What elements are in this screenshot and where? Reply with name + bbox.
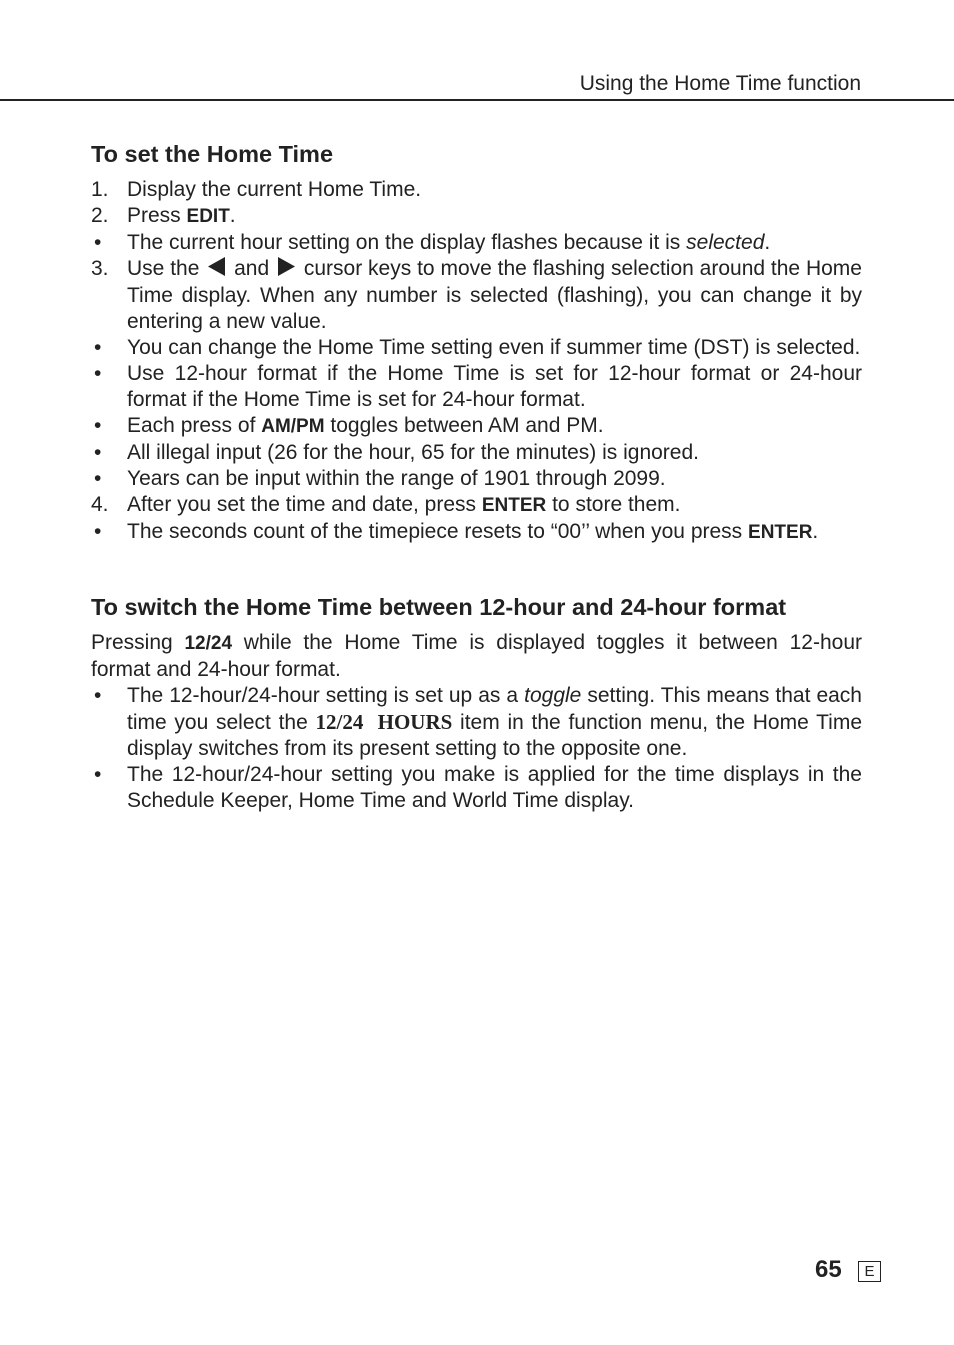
step-4 [91, 492, 862, 519]
bullet-item [91, 519, 862, 546]
bullet-marker: • [94, 231, 102, 254]
page-content [91, 139, 862, 814]
paragraph-text: while the Home Time is displayed toggles it between 12-hour format and 24-hour format. [91, 631, 862, 681]
step-text: Display the current Home Time. [127, 178, 422, 201]
bullet-marker: • [94, 414, 102, 437]
step-number: 3. [91, 257, 109, 280]
step-text: After you set the time and date, press [127, 493, 482, 516]
bullet-text: item in the function menu, the Home Time display switches from its present setting to the opposite one. [127, 711, 863, 760]
step-text: to store them. [546, 493, 681, 516]
emphasis-text: toggle [524, 684, 582, 707]
menu-item-name: 12/24 HOURS [315, 710, 453, 734]
bullet-marker: • [94, 441, 102, 464]
section-heading-set-home-time: To set the Home Time [91, 141, 334, 167]
step-1 [91, 177, 862, 203]
emphasis-text: selected [686, 231, 765, 254]
header-divider [0, 99, 954, 101]
bullet-item [91, 413, 862, 440]
bullet-item [91, 361, 862, 413]
language-badge: E [858, 1261, 881, 1282]
section-heading-12-24-format: To switch the Home Time between 12-hour and 24-hour format [91, 594, 787, 620]
step-2 [91, 203, 862, 230]
bullet-item [91, 762, 862, 814]
bullet-item [91, 230, 862, 256]
step-number: 4. [91, 493, 109, 516]
bullet-text: Years can be input within the range of 1901 through 2099. [127, 467, 666, 490]
right-triangle-icon [278, 257, 295, 283]
bullet-text: The current hour setting on the display flashes because it is [127, 231, 687, 254]
key-name: AM/PM [261, 416, 325, 437]
bullet-item [91, 683, 862, 762]
step-text: cursor keys to move the flashing selection around the Home Time display. When any number is selected (flashing), you can change it by entering a new value. [127, 257, 862, 333]
step-text: and [228, 257, 275, 280]
page-number: 65 [815, 1256, 842, 1283]
bullet-item [91, 466, 862, 492]
running-header: Using the Home Time function [579, 72, 861, 95]
bullet-text: All illegal input (26 for the hour, 65 for the minutes) is ignored. [127, 441, 699, 464]
bullet-text: . [812, 520, 819, 543]
step-text: . [229, 204, 236, 227]
step-number: 1. [91, 178, 109, 201]
bullet-text: The 12-hour/24-hour setting you make is applied for the time displays in the Schedule Keeper, Home Time and World Time display. [127, 763, 862, 812]
bullet-marker: • [94, 520, 102, 543]
bullet-text: . [764, 231, 771, 254]
bullet-text: The seconds count of the timepiece resets to “00’’ when you press [127, 520, 749, 543]
step-text: Use the [127, 257, 206, 280]
paragraph-text: Pressing [91, 631, 185, 654]
bullet-item [91, 335, 862, 361]
bullet-marker: • [94, 763, 102, 786]
bullet-text: You can change the Home Time setting even if summer time (DST) is selected. [127, 336, 861, 359]
bullet-marker: • [94, 467, 102, 490]
step-text: Press [127, 204, 187, 227]
key-name: ENTER [748, 522, 813, 543]
bullet-text: setting. This means that each time you select the [127, 684, 862, 734]
bullet-text: The 12-hour/24-hour setting is set up as a [127, 684, 525, 707]
intro-paragraph [91, 630, 862, 683]
step-number: 2. [91, 204, 109, 227]
key-name: ENTER [481, 495, 547, 516]
left-triangle-icon [208, 257, 225, 283]
bullet-text: Use 12-hour format if the Home Time is set for 12-hour format or 24-hour format if the Home Time is set for 24-hour format. [127, 362, 862, 411]
step-3 [91, 256, 862, 335]
bullet-item [91, 440, 862, 466]
bullet-text: Each press of [127, 414, 262, 437]
bullet-marker: • [94, 362, 102, 385]
bullet-marker: • [94, 336, 102, 359]
bullet-marker: • [94, 684, 102, 707]
bullet-text: toggles between AM and PM. [324, 414, 604, 437]
key-name: EDIT [186, 206, 230, 227]
key-name: 12/24 [184, 633, 233, 654]
